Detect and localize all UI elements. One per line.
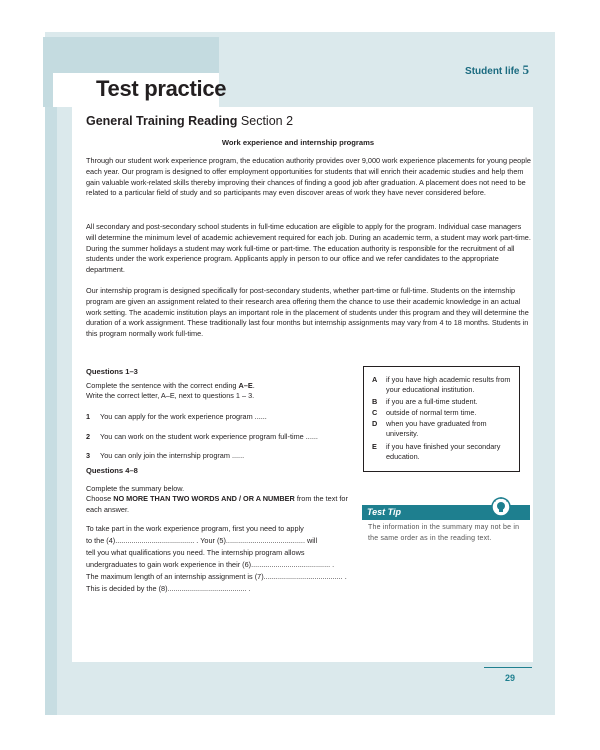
- summary-line: To take part in the work experience program, first you need to apply: [86, 524, 304, 533]
- ending-letter: D: [372, 419, 378, 428]
- instruction-emphasis: A–E: [238, 381, 253, 390]
- summary-line: to the (4)....................................... . Your (5)....................................... will: [86, 536, 318, 545]
- question-number: 2: [86, 432, 91, 441]
- questions-4-8-instruction: [86, 484, 361, 515]
- lightbulb-icon: [490, 496, 512, 518]
- instruction-text: Write the correct letter, A–E, next to questions 1 – 3.: [86, 391, 255, 401]
- ending-letter: C: [372, 408, 378, 417]
- ending-letter: B: [372, 397, 378, 406]
- ending-item: [372, 397, 512, 407]
- test-tip-body: The information in the summary may not be in the same order as in the reading text.: [362, 520, 530, 552]
- page-title: Test practice: [96, 76, 227, 101]
- ending-item: [372, 442, 512, 463]
- article-paragraph-3: Our internship program is designed specifically for post-secondary students, whether part-time or full-time. Students on the internship program are given an assignment related to their research area offering them the chance to use their academic knowledge in an actual work setting. The academic institution plays an important role in the placement of students under this program and they will determine the duration of a work assignment. These traditionally last four months but internship assignments may vary from 4 to 18 months. Students in this program normally work full-time.: [86, 286, 529, 339]
- instruction-text: .: [252, 381, 255, 390]
- question-item: [86, 432, 318, 441]
- footer-rule: [484, 667, 532, 668]
- section-title: [86, 114, 293, 128]
- running-head: [465, 62, 529, 78]
- question-text: You can only join the internship program ......: [100, 451, 245, 460]
- test-tip-heading: Test Tip: [362, 505, 530, 520]
- ending-item: [372, 419, 512, 440]
- instruction-text: Complete the summary below.: [86, 484, 185, 493]
- summary-line: The maximum length of an internship assignment is (7)....................................... .: [86, 572, 347, 581]
- summary-line: This is decided by the (8)....................................... .: [86, 584, 251, 593]
- summary-line: undergraduates to gain work experience in their (6)....................................... .: [86, 560, 335, 569]
- ending-text: outside of normal term time.: [386, 408, 477, 417]
- page-margin-strip: [45, 90, 57, 715]
- ending-item: [372, 375, 512, 396]
- question-text: You can apply for the work experience program ......: [100, 412, 267, 421]
- instruction-text: Complete the sentence with the correct ending: [86, 381, 239, 390]
- sentence-endings-box: [363, 366, 520, 472]
- questions-4-8-heading: Questions 4–8: [86, 466, 138, 475]
- section-title-main: General Training Reading: [86, 114, 238, 128]
- article-paragraph-1: Through our student work experience program, the education authority provides over 9,000 work experience placements for young people each year. Our program is designed to offer employment opportunities for students that will enrich their academic studies and help them gain valuable work-related skills thereby improving their chances of finding a good job after graduation. A placement does not need to be related to a particular field of study and so participants may even discover areas of work they have never considered before.: [86, 156, 531, 198]
- article-title: Work experience and internship programs: [221, 138, 375, 147]
- summary-line: tell you what qualifications you need. The internship program allows: [86, 548, 305, 557]
- instruction-text: Choose: [86, 494, 114, 504]
- page-number: 29: [505, 673, 516, 683]
- questions-1-3-heading: Questions 1–3: [86, 367, 138, 376]
- article-paragraph-2: All secondary and post-secondary school students in full-time education are eligible to apply for the program. Individual case managers will determine the minimum level of academic achievement required for each job. During an academic term, a student may work part-time. During the summer holidays a student may work full-time or part-time. The education authority is responsible for the recruitment of all students under the work experience program. Applicants apply in person to our office and we refer candidates to the appropriate department.: [86, 222, 531, 275]
- section-title-sub: Section 2: [240, 114, 294, 128]
- instruction-emphasis: NO MORE THAN TWO WORDS AND / OR A NUMBER: [113, 494, 295, 504]
- running-head-label: Student life: [465, 66, 520, 77]
- chapter-number: 5: [522, 62, 529, 77]
- question-number: 3: [86, 451, 91, 460]
- question-item: [86, 412, 267, 421]
- ending-text: if you have high academic results from your educational institution.: [386, 375, 511, 395]
- ending-letter: A: [372, 375, 378, 384]
- question-text: You can work on the student work experience program full-time ......: [100, 432, 318, 441]
- instruction-text: from the text for each answer.: [86, 494, 348, 514]
- questions-1-3-instruction: [86, 381, 361, 402]
- question-number: 1: [86, 412, 91, 421]
- ending-text: if you have finished your secondary education.: [386, 442, 501, 462]
- ending-text: if you are a full-time student.: [386, 397, 478, 406]
- ending-text: when you have graduated from university.: [386, 419, 487, 439]
- ending-item: [372, 408, 512, 418]
- ending-letter: E: [372, 442, 377, 451]
- question-item: [86, 451, 244, 460]
